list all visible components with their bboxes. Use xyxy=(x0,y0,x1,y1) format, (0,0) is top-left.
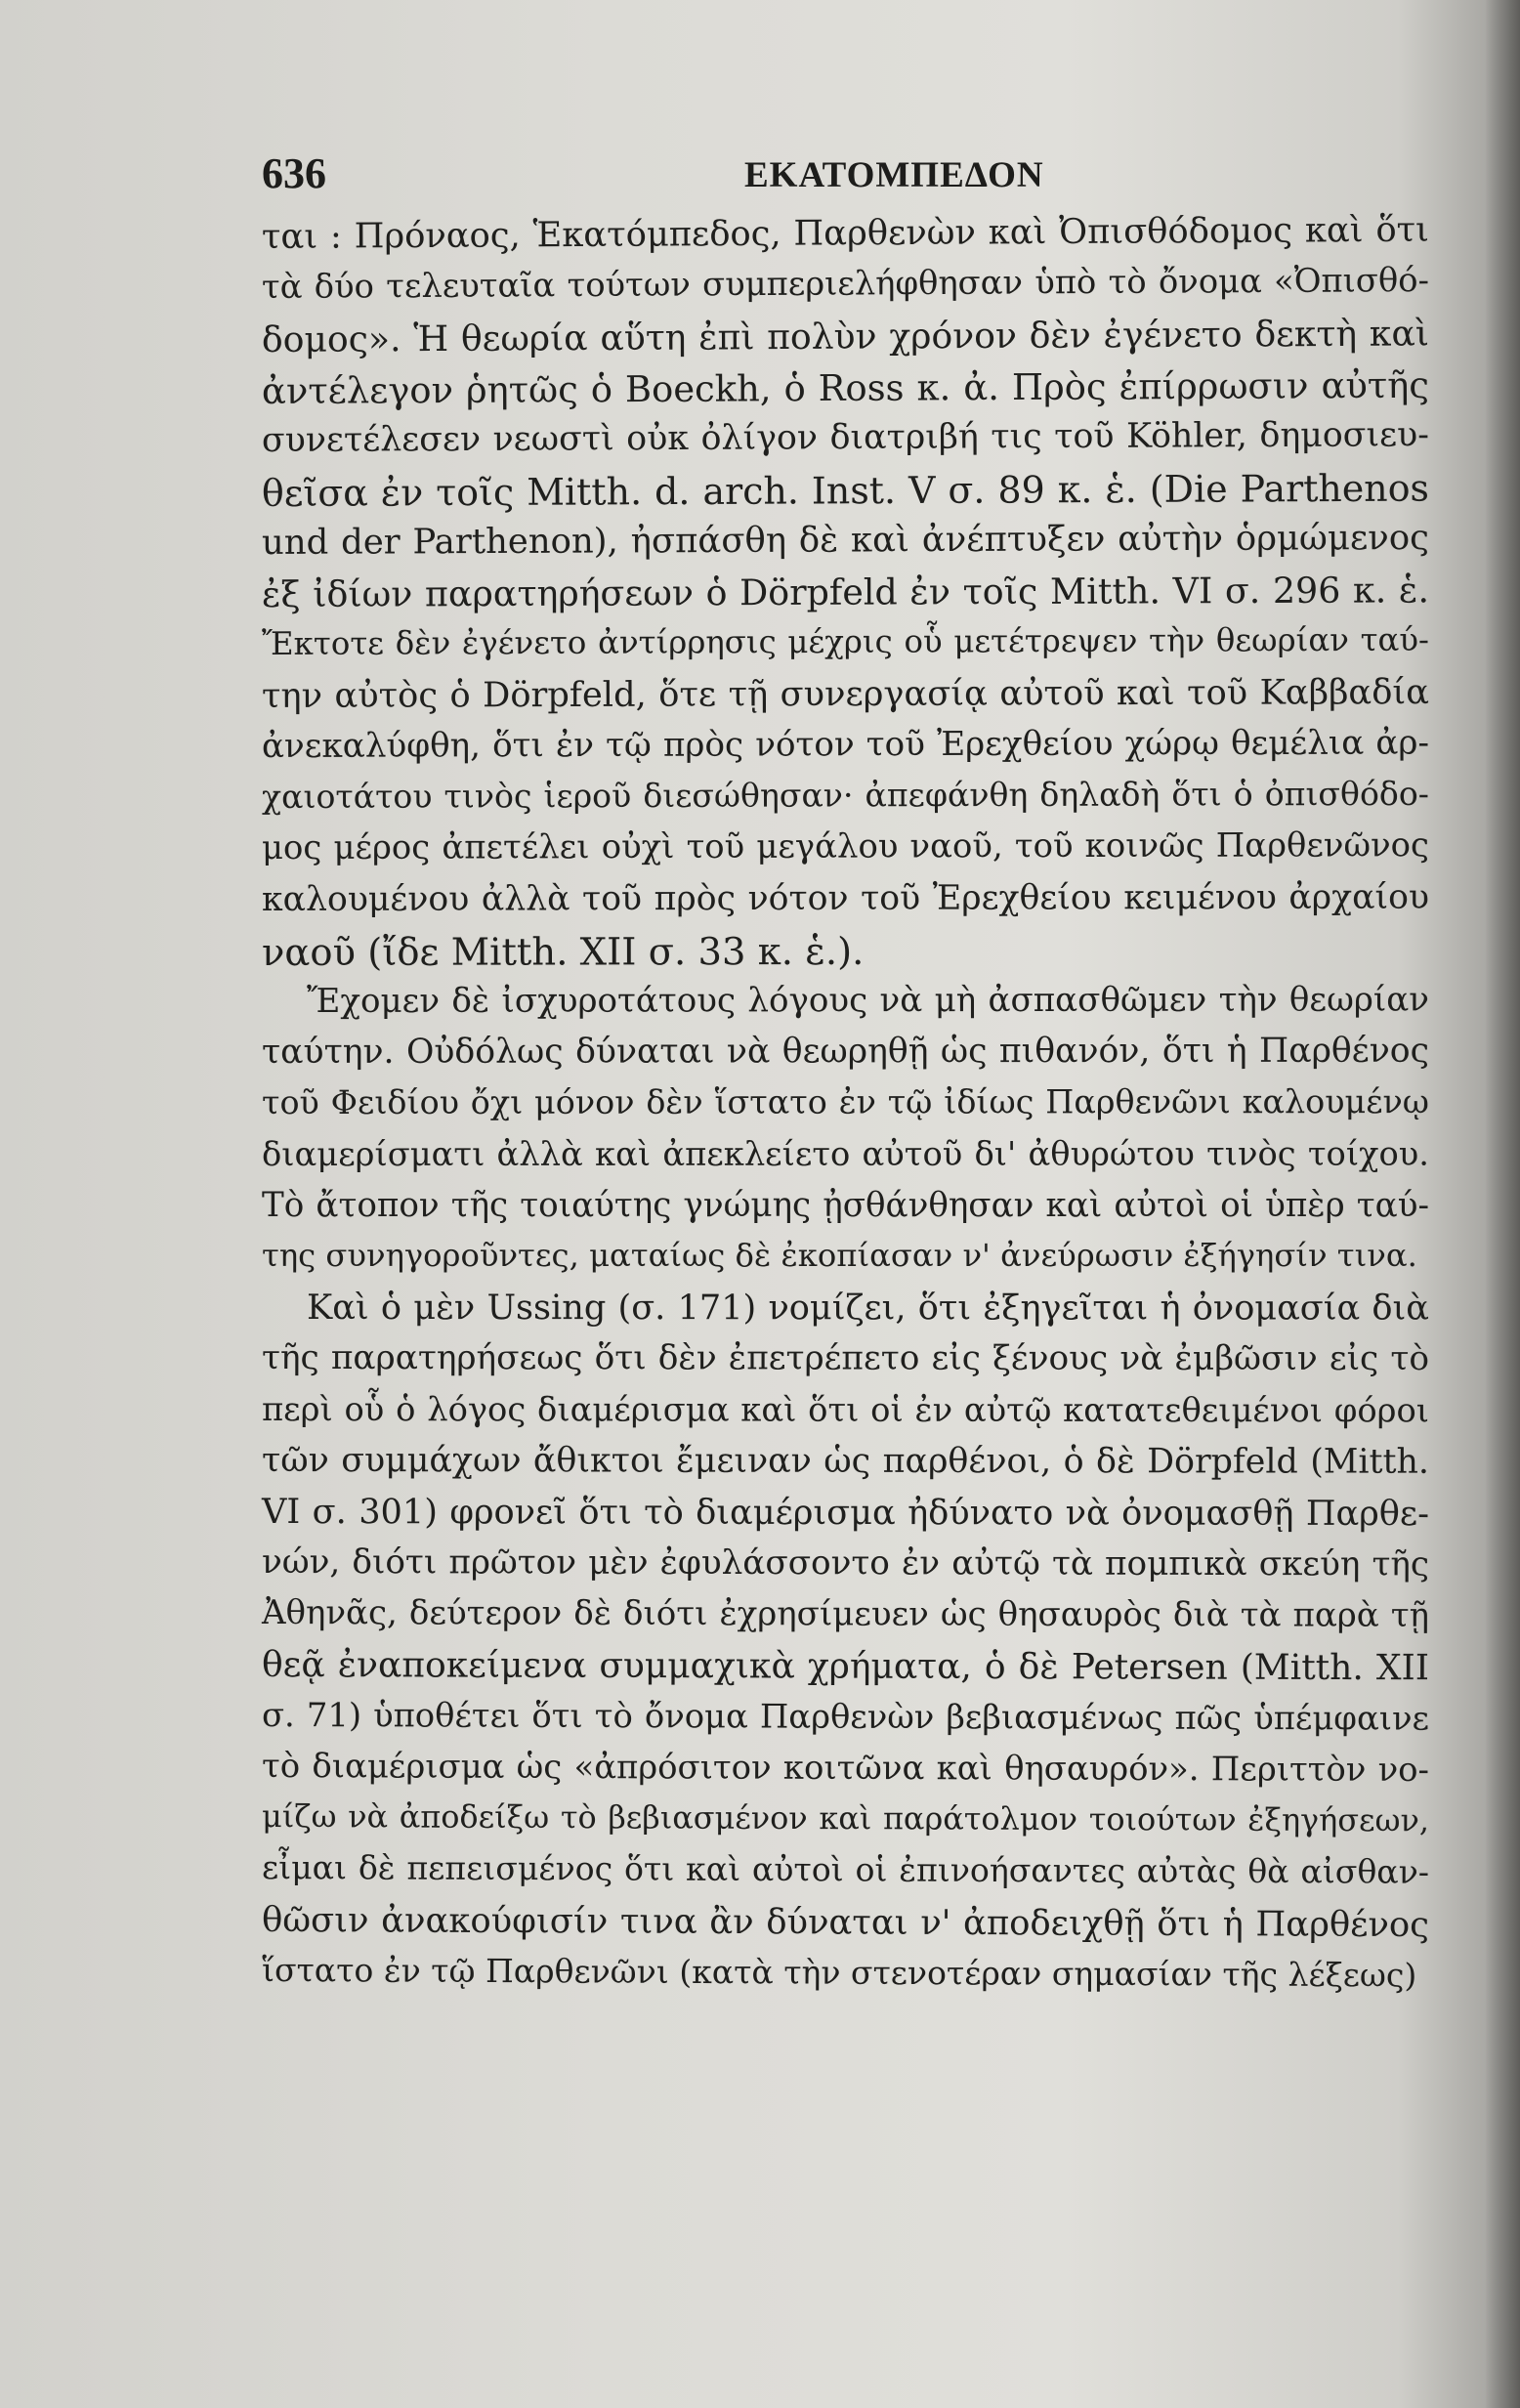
text-line: μίζω νὰ ἀποδείξω τὸ βεβιασμένον καὶ παράτολμον τοιούτων ἐξηγήσεων, xyxy=(261,1797,1430,1839)
page-gutter-shadow xyxy=(1485,0,1520,2408)
text-line: μος μέρος ἀπετέλει οὐχὶ τοῦ μεγάλου ναοῦ, τοῦ κοινῶς Παρθενῶνος xyxy=(261,825,1430,867)
text-line: ἵστατο ἐν τῷ Παρθενῶνι (κατὰ τὴν στενοτέραν σημασίαν τῆς λέξεως) xyxy=(261,1950,1417,1995)
text-line: τὰ δύο τελευταῖα τούτων συμπεριελήφθησαν ὑπὸ τὸ ὄνομα «Ὀπισθό- xyxy=(261,261,1430,307)
text-line: τὸ διαμέρισμα ὡς «ἀπρόσιτον κοιτῶνα καὶ θησαυρόν». Περιττὸν νο- xyxy=(261,1747,1430,1789)
text-line: ται : Πρόναος, Ἑκατόμπεδος, Παρθενὼν καὶ Ὀπισθόδομος καὶ ὅτι xyxy=(261,209,1430,257)
text-line: τῶν συμμάχων ἄθικτοι ἔμειναν ὡς παρθένοι, ὁ δὲ Dörpfeld (Mitth. xyxy=(261,1440,1430,1482)
text-line: VI σ. 301) φρονεῖ ὅτι τὸ διαμέρισμα ἠδύνατο νὰ ὀνομασθῇ Παρθε- xyxy=(261,1492,1430,1535)
text-line: Καὶ ὁ μὲν Ussing (σ. 171) νομίζει, ὅτι ἐξηγεῖται ἡ ὀνομασία διὰ xyxy=(306,1288,1430,1329)
text-line: της συνηγοροῦντες, ματαίως δὲ ἐκοπίασαν ν' ἀνεύρωσιν ἐξήγησίν τινα. xyxy=(261,1237,1417,1275)
text-line: την αὐτὸς ὁ Dörpfeld, ὅτε τῇ συνεργασίᾳ αὐτοῦ καὶ τοῦ Καββαδία xyxy=(261,671,1430,716)
text-line: ἐξ ἰδίων παρατηρήσεων ὁ Dörpfeld ἐν τοῖς Mitth. VI σ. 296 κ. ἑ. xyxy=(261,569,1430,616)
text-line: Τὸ ἄτοπον τῆς τοιαύτης γνώμης ᾐσθάνθησαν καὶ αὐτοὶ οἱ ὑπὲρ ταύ- xyxy=(261,1185,1430,1225)
text-line: διαμερίσματι ἀλλὰ καὶ ἀπεκλείετο αὐτοῦ δι' ἀθυρώτου τινὸς τοίχου. xyxy=(261,1134,1430,1173)
text-line: θῶσιν ἀνακούφισίν τινα ἂν δύναται ν' ἀποδειχθῇ ὅτι ἡ Παρθένος xyxy=(261,1899,1430,1945)
text-line: θεᾷ ἐναποκείμενα συμμαχικὰ χρήματα, ὁ δὲ Petersen (Mitth. XII xyxy=(261,1644,1430,1688)
text-line: χαιοτάτου τινὸς ἱεροῦ διεσώθησαν· ἀπεφάνθη δηλαδὴ ὅτι ὁ ὀπισθόδο- xyxy=(261,775,1430,817)
text-line: καλουμένου ἀλλὰ τοῦ πρὸς νότον τοῦ Ἐρεχθείου κειμένου ἀρχαίου xyxy=(261,877,1430,919)
text-line: Ἔχομεν δὲ ἰσχυροτάτους λόγους νὰ μὴ ἀσπασθῶμεν τὴν θεωρίαν xyxy=(306,980,1430,1021)
text-line: ναοῦ (ἴδε Mitth. XII σ. 33 κ. ἑ.). xyxy=(261,929,865,975)
page-number: 636 xyxy=(262,149,326,197)
text-line: ἀντέλεγον ῥητῶς ὁ Boeckh, ὁ Ross κ. ἀ. Πρὸς ἐπίρρωσιν αὐτῆς xyxy=(261,363,1430,412)
running-title: ΕΚΑΤΟΜΠΕΔΟΝ xyxy=(744,155,1044,195)
text-line: τῆς παρατηρήσεως ὅτι δὲν ἐπετρέπετο εἰς ξένους νὰ ἐμβῶσιν εἰς τὸ xyxy=(261,1338,1430,1379)
text-line: ἀνεκαλύφθη, ὅτι ἐν τῷ πρὸς νότον τοῦ Ἐρεχθείου χώρῳ θεμέλια ἀρ- xyxy=(261,723,1430,766)
text-line: θεῖσα ἐν τοῖς Mitth. d. arch. Inst. V σ. 89 κ. ἑ. (Die Parthenos xyxy=(261,466,1430,515)
text-line: περὶ οὗ ὁ λόγος διαμέρισμα καὶ ὅτι οἱ ἐν αὐτῷ κατατεθειμένοι φόροι xyxy=(261,1389,1430,1429)
text-line: νών, διότι πρῶτον μὲν ἐφυλάσσοντο ἐν αὐτῷ τὰ πομπικὰ σκεύη τῆς xyxy=(261,1542,1430,1584)
text-line: Ἔκτοτε δὲν ἐγένετο ἀντίρρησις μέχρις οὗ μετέτρεψεν τὴν θεωρίαν ταύ- xyxy=(261,620,1430,662)
text-line: συνετέλεσεν νεωστὶ οὐκ ὀλίγον διατριβή τις τοῦ Köhler, δημοσιευ- xyxy=(261,414,1430,460)
text-line: εἶμαι δὲ πεπεισμένος ὅτι καὶ αὐτοὶ οἱ ἐπινοήσαντες αὐτὰς θὰ αἰσθαν- xyxy=(261,1848,1430,1892)
text-line: τοῦ Φειδίου ὄχι μόνον δὲν ἵστατο ἐν τῷ ἰδίως Παρθενῶνι καλουμένῳ xyxy=(261,1082,1430,1122)
text-line: δομος». Ἡ θεωρία αὕτη ἐπὶ πολὺν χρόνον δὲν ἐγένετο δεκτὴ καὶ xyxy=(261,312,1430,361)
page-header xyxy=(262,148,1414,207)
text-line: σ. 71) ὑποθέτει ὅτι τὸ ὄνομα Παρθενὼν βεβιασμένως πῶς ὑπέμφαινε xyxy=(261,1695,1430,1738)
text-line: Ἀθηνᾶς, δεύτερον δὲ διότι ἐχρησίμευεν ὡς θησαυρὸς διὰ τὰ παρὰ τῇ xyxy=(261,1593,1430,1636)
text-line: und der Parthenon), ἠσπάσθη δὲ καὶ ἀνέπτυξεν αὐτὴν ὁρμώμενος xyxy=(261,518,1430,564)
text-line: ταύτην. Οὐδόλως δύναται νὰ θεωρηθῇ ὡς πιθανόν, ὅτι ἡ Παρθένος xyxy=(261,1031,1430,1073)
